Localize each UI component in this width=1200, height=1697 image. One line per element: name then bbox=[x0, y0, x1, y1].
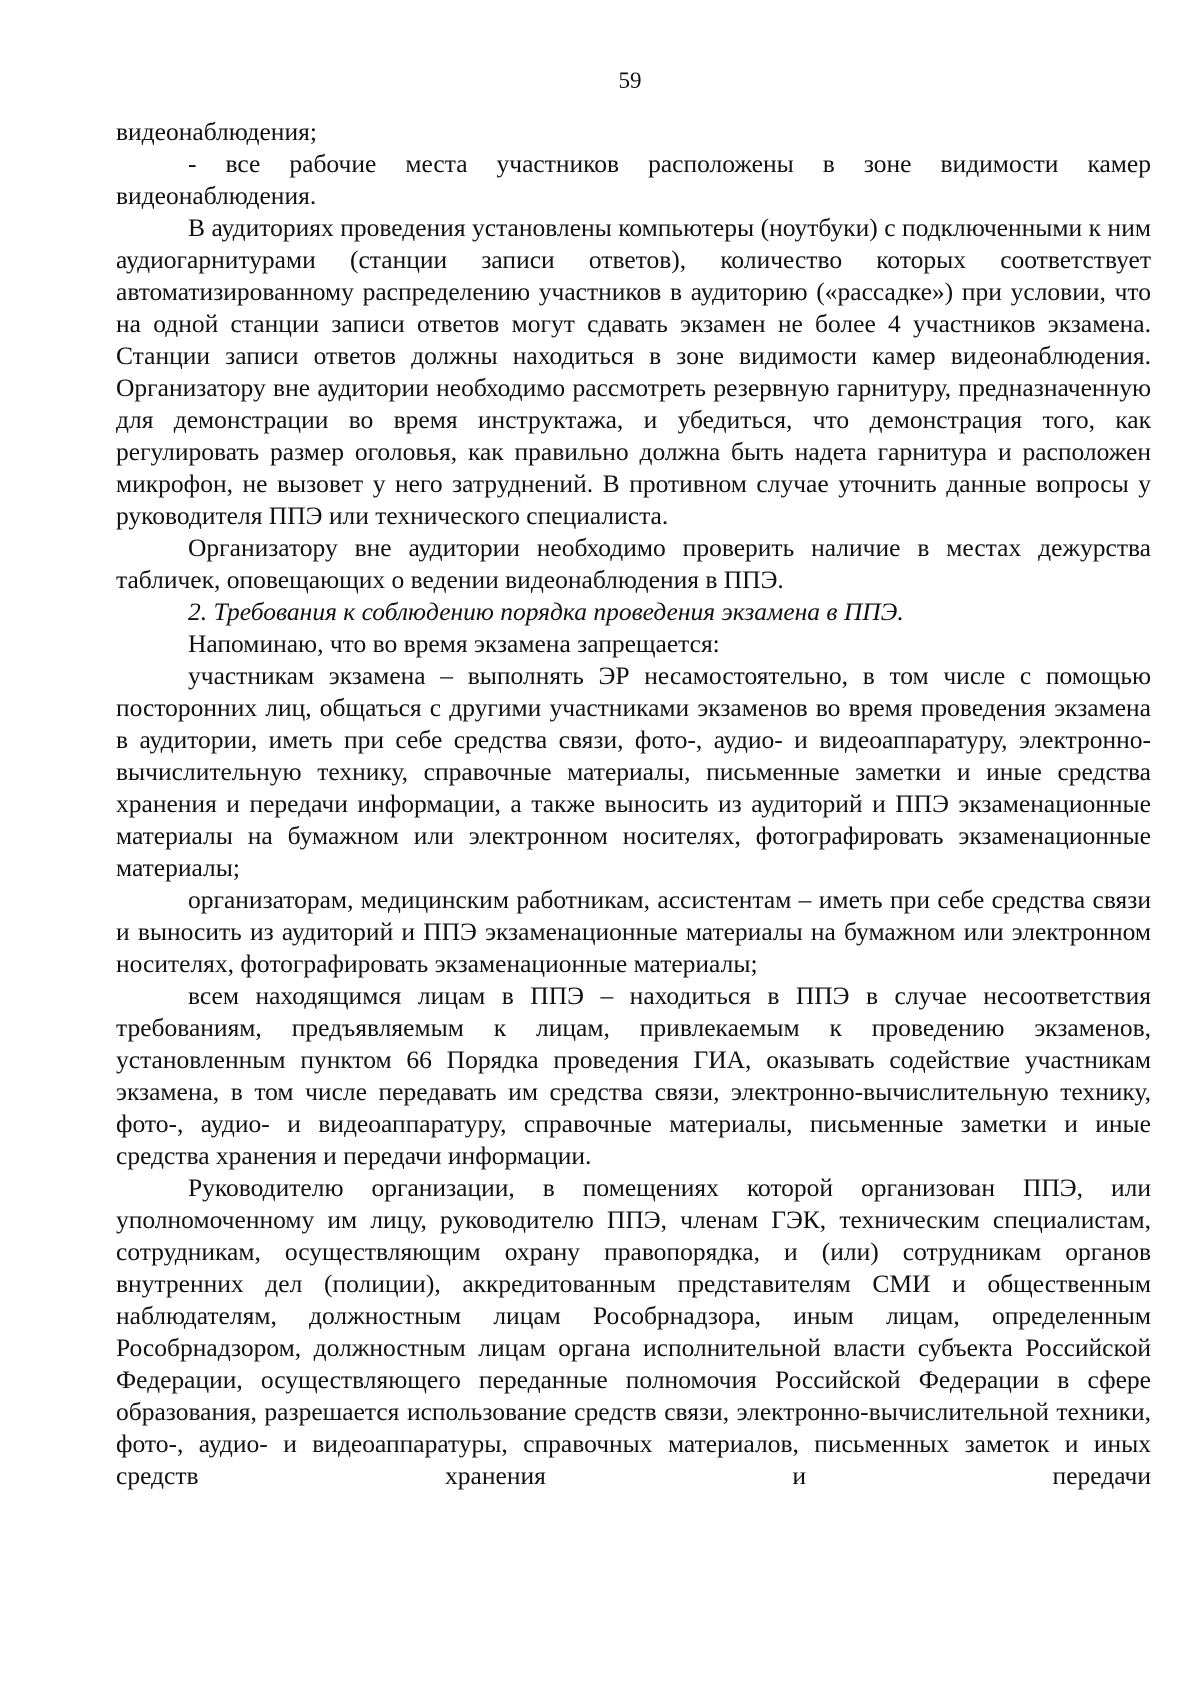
document-body bbox=[116, 116, 1151, 1492]
page-number: 59 bbox=[618, 68, 642, 93]
paragraph-6: Напоминаю, что во время экзамена запрещается: bbox=[188, 629, 720, 658]
section-heading: 2. Требования к соблюдению порядка проведения экзамена в ППЭ. bbox=[188, 597, 904, 626]
paragraph-7: участникам экзамена – выполнять ЭР несамостоятельно, в том числе с помощью посторонних лиц, общаться с другими участниками экзаменов во время проведения экзамена в аудитории, иметь при себе средства связи, фото-, аудио- и видеоаппаратуру, электронно-вычислительную технику, справочные материалы, письменные заметки и иные средства хранения и передачи информации, а также выносить из аудиторий и ППЭ экзаменационные материалы на бумажном или электронном носителях, фотографировать экзаменационные материалы; bbox=[116, 661, 1151, 882]
paragraph-3: В аудиториях проведения установлены компьютеры (ноутбуки) с подключенными к ним аудиогарнитурами (станции записи ответов), количество которых соответствует автоматизированному распределению участников в аудиторию («рассадке») при условии, что на одной станции записи ответов могут сдавать экзамен не более 4 участников экзамена. Станции записи ответов должны находиться в зоне видимости камер видеонаблюдения. Организатору вне аудитории необходимо рассмотреть резервную гарнитуру, предназначенную для демонстрации во время инструктажа, и убедиться, что демонстрация того, как регулировать размер оголовья, как правильно должна быть надета гарнитура и расположен микрофон, не вызовет у него затруднений. В противном случае уточнить данные вопросы у руководителя ППЭ или технического специалиста. bbox=[116, 213, 1151, 530]
paragraph-8: организаторам, медицинским работникам, ассистентам – иметь при себе средства связи и выносить из аудиторий и ППЭ экзаменационные материалы на бумажном или электронном носителях, фотографировать экзаменационные материалы; bbox=[116, 885, 1151, 978]
paragraph-2: - все рабочие места участников расположены в зоне видимости камер видеонаблюдения. bbox=[116, 149, 1151, 210]
paragraph-1: видеонаблюдения; bbox=[116, 117, 317, 146]
paragraph-9: всем находящимся лицам в ППЭ – находиться в ППЭ в случае несоответствия требованиям, предъявляемым к лицам, привлекаемым к проведению экзаменов, установленным пунктом 66 Порядка проведения ГИА, оказывать содействие участникам экзамена, в том числе передавать им средства связи, электронно-вычислительную технику, фото-, аудио- и видеоаппаратуру, справочные материалы, письменные заметки и иные средства хранения и передачи информации. bbox=[116, 981, 1151, 1170]
paragraph-10: Руководителю организации, в помещениях которой организован ППЭ, или уполномоченному им лицу, руководителю ППЭ, членам ГЭК, техническим специалистам, сотрудникам, осуществляющим охрану правопорядка, и (или) сотрудникам органов внутренних дел (полиции), аккредитованным представителям СМИ и общественным наблюдателям, должностным лицам Рособрнадзора, иным лицам, определенным Рособрнадзором, должностным лицам органа исполнительной власти субъекта Российской Федерации, осуществляющего переданные полномочия Российской Федерации в сфере образования, разрешается использование средств связи, электронно-вычислительной техники, фото-, аудио- и видеоаппаратуры, справочных материалов, письменных заметок и иных средств хранения и передачи bbox=[116, 1173, 1151, 1490]
paragraph-4: Организатору вне аудитории необходимо проверить наличие в местах дежурства табличек, оповещающих о ведении видеонаблюдения в ППЭ. bbox=[116, 533, 1151, 594]
